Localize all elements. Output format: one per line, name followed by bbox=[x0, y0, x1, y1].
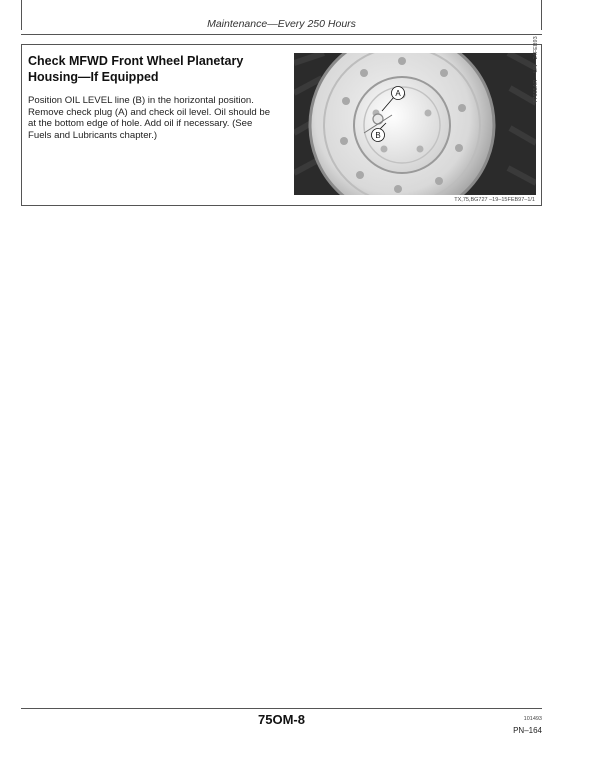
running-head: Maintenance—Every 250 Hours bbox=[207, 18, 356, 30]
body-line-3: at the bottom edge of hole. Add oil if necessary. (See bbox=[28, 118, 253, 130]
header-rule bbox=[21, 34, 542, 35]
footer-pn: PN–164 bbox=[513, 726, 542, 735]
section-title bbox=[28, 53, 288, 85]
page-id: 75OM-8 bbox=[258, 712, 305, 727]
wheel-hub-photo bbox=[294, 53, 536, 195]
body-line-1: Position OIL LEVEL line (B) in the horizontal position. bbox=[28, 95, 254, 106]
check-plug bbox=[373, 114, 383, 124]
footer-rule bbox=[21, 708, 542, 709]
footer-date-code: 101493 bbox=[523, 716, 542, 722]
callout-a-label: A bbox=[395, 89, 401, 98]
section-body bbox=[28, 95, 290, 141]
callout-b-label: B bbox=[375, 131, 381, 140]
body-line-4: Fuels and Lubricants chapter.) bbox=[28, 129, 158, 141]
body-line-2: Remove check plug (A) and check oil level. Oil should be bbox=[28, 106, 271, 118]
section-title-line-1: Check MFWD Front Wheel Planetary bbox=[28, 54, 244, 68]
maintenance-block bbox=[21, 36, 542, 206]
photo-side-code: T7655AR —UN—24FEB93 bbox=[533, 36, 539, 103]
section-title-line-2: Housing—If Equipped bbox=[28, 70, 159, 84]
figure-code: TX,75,BG727 –19–15FEB97–1/1 bbox=[454, 197, 535, 203]
